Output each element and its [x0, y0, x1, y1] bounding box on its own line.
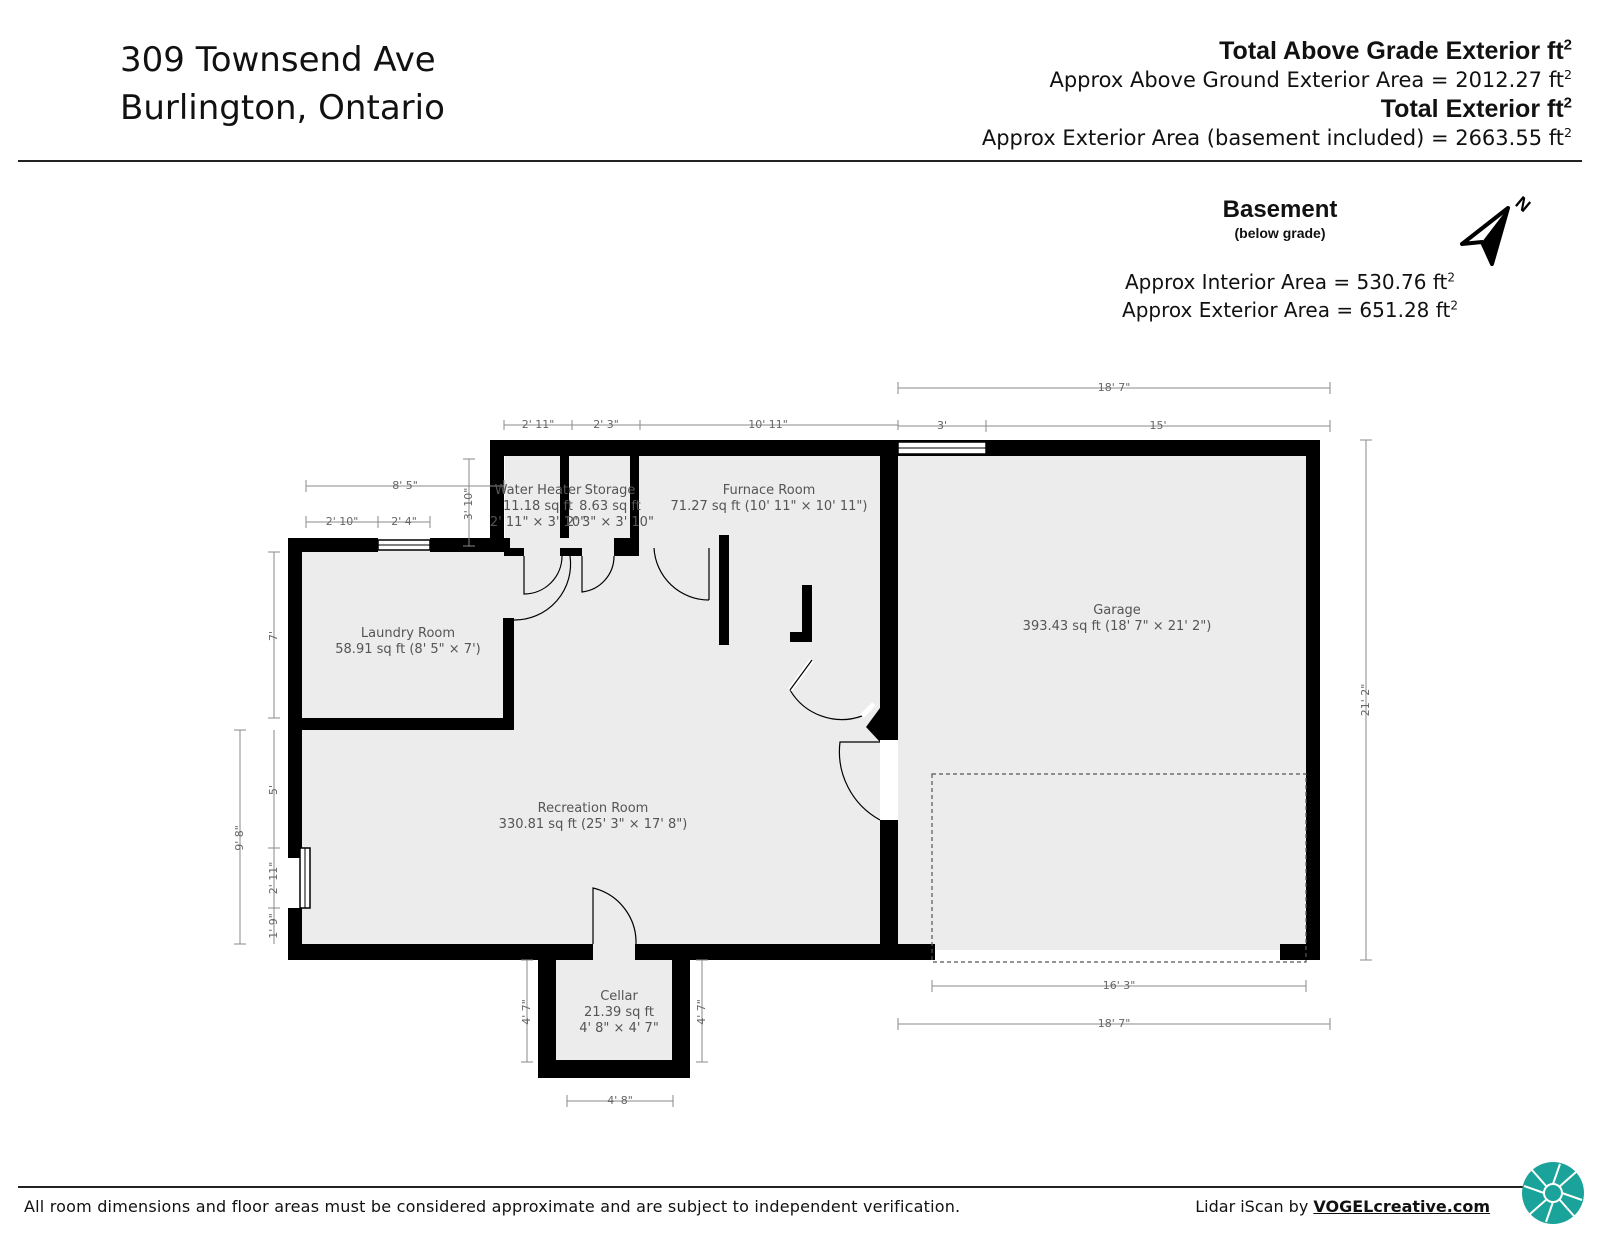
footer-divider — [18, 1186, 1582, 1188]
dim-label: 18' 7" — [1097, 381, 1131, 394]
brand-link[interactable]: VOGELcreative.com — [1313, 1197, 1490, 1216]
exterior-area: Approx Exterior Area = 651.28 $ft^2$ — [1122, 298, 1458, 322]
dim-label: 15' — [1149, 419, 1167, 432]
dim-label: 21' 2" — [1359, 683, 1372, 717]
dim-label: 18' 7" — [1097, 1017, 1131, 1030]
dim-label: 16' 3" — [1102, 979, 1136, 992]
north-label: N — [1511, 192, 1535, 217]
dim-label: 2' 10" — [325, 515, 359, 528]
credit — [1195, 1196, 1490, 1218]
dim-label: 3' 10" — [462, 487, 475, 521]
dim-label: 2' 11" — [267, 861, 280, 895]
room-area: 21.39 sq ft — [584, 1005, 654, 1020]
room-name: Furnace Room — [722, 483, 816, 498]
dim-label: 2' 11" — [521, 418, 555, 431]
credit-prefix: Lidar iScan by — [1195, 1197, 1314, 1216]
room-name: Recreation Room — [537, 801, 649, 816]
dim-label: 9' 8" — [233, 825, 246, 851]
room-dims: 2' 11" × 3' 10" — [489, 515, 587, 530]
room-name: Storage — [584, 483, 636, 498]
room-area: 11.18 sq ft — [503, 499, 573, 514]
room-name: Garage — [1093, 603, 1141, 618]
dim-label: 4' 8" — [607, 1094, 633, 1107]
dim-label: 2' 4" — [391, 515, 417, 528]
above-grade-title: Total Above Grade Exterior $ft^2$ — [1219, 36, 1572, 65]
floor-subtitle: (below grade) — [1234, 225, 1326, 241]
dim-label: 10' 11" — [748, 418, 788, 431]
room-name: Cellar — [600, 989, 638, 1004]
total-exterior-title: Total Exterior $ft^2$ — [1380, 94, 1572, 123]
above-grade-area: Approx Above Ground Exterior Area = 2012.27 $ft^2$ — [1049, 67, 1572, 92]
dim-label: 8' 5" — [392, 479, 418, 492]
dim-label: 4' 7" — [695, 999, 708, 1025]
interior-area: Approx Interior Area = 530.76 $ft^2$ — [1125, 270, 1455, 294]
dim-label: 7' — [267, 630, 280, 642]
total-exterior-area: Approx Exterior Area (basement included) = 2663.55 $ft^2$ — [981, 125, 1572, 150]
room-area: 393.43 sq ft (18' 7" × 21' 2") — [1022, 619, 1212, 634]
dim-label: 3' — [936, 419, 948, 432]
dim-label: 5' — [267, 784, 280, 796]
disclaimer: All room dimensions and floor areas must be considered approximate and are subject to independent verification. — [24, 1197, 961, 1216]
room-name: Water Heater — [494, 483, 582, 498]
address-line-1: 309 Townsend Ave — [120, 40, 436, 80]
floor-name: Basement — [1222, 196, 1338, 223]
room-name: Laundry Room — [360, 626, 456, 641]
vogel-logo-icon — [1520, 1160, 1586, 1226]
dim-label: 2' 3" — [593, 418, 619, 431]
room-dims: 2' 3" × 3' 10" — [566, 515, 654, 530]
dim-label: 1' 9" — [267, 913, 280, 939]
room-area: 58.91 sq ft (8' 5" × 7') — [335, 642, 481, 657]
address-line-2: Burlington, Ontario — [120, 88, 445, 128]
room-dims: 4' 8" × 4' 7" — [579, 1021, 659, 1036]
room-area: 71.27 sq ft (10' 11" × 10' 11") — [670, 499, 868, 514]
room-area: 330.81 sq ft (25' 3" × 17' 8") — [498, 817, 688, 832]
room-area: 8.63 sq ft — [579, 499, 641, 514]
dim-label: 4' 7" — [520, 999, 533, 1025]
